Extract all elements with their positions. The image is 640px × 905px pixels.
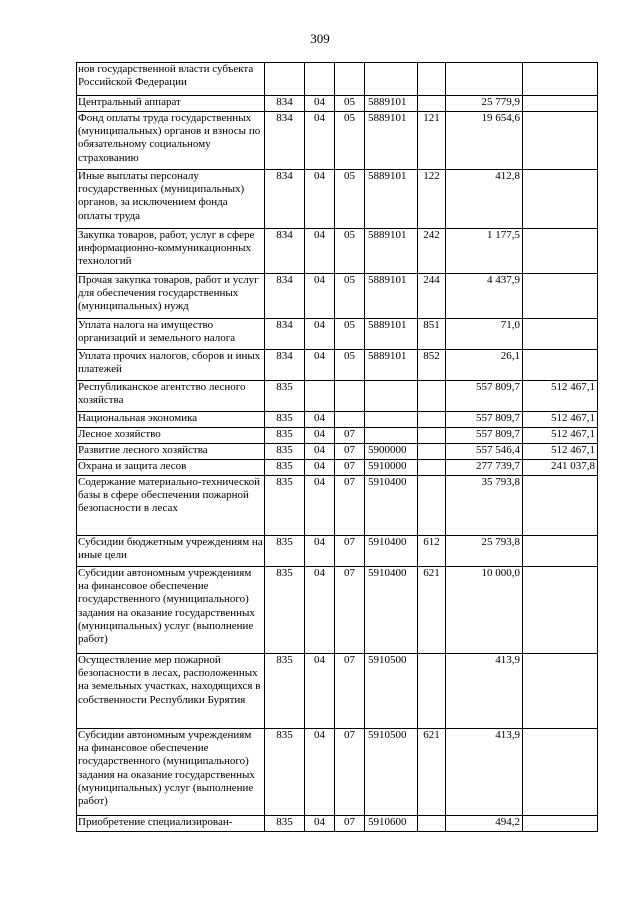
expense-type-code: 852 [418,350,446,381]
section-code: 04 [305,96,335,112]
ved-code: 834 [265,319,305,350]
section-code [305,381,335,412]
target-article-code: 5910000 [365,460,418,476]
ved-code: 834 [265,350,305,381]
amount-1: 413,9 [446,729,523,816]
subsection-code: 05 [335,112,365,170]
target-article-code: 5889101 [365,96,418,112]
amount-1: 71,0 [446,319,523,350]
subsection-code: 05 [335,170,365,229]
amount-1: 26,1 [446,350,523,381]
table-row [77,112,598,170]
section-code: 04 [305,428,335,444]
target-article-code: 5910400 [365,476,418,536]
subsection-code: 07 [335,816,365,832]
table-row [77,229,598,274]
table-row [77,274,598,319]
row-name: Развитие лесного хозяйства [77,444,265,460]
target-article-code: 5910600 [365,816,418,832]
expense-type-code: 621 [418,567,446,654]
amount-2 [523,350,598,381]
target-article-code [365,63,418,96]
expense-type-code [418,63,446,96]
section-code: 04 [305,729,335,816]
section-code: 04 [305,229,335,274]
ved-code: 835 [265,729,305,816]
ved-code: 834 [265,112,305,170]
subsection-code: 05 [335,350,365,381]
amount-1: 19 654,6 [446,112,523,170]
amount-1 [446,63,523,96]
target-article-code: 5889101 [365,350,418,381]
table-row [77,460,598,476]
section-code: 04 [305,170,335,229]
amount-2 [523,63,598,96]
budget-table [76,62,598,832]
amount-2 [523,274,598,319]
ved-code: 835 [265,476,305,536]
amount-1: 413,9 [446,654,523,729]
ved-code: 834 [265,274,305,319]
section-code: 04 [305,567,335,654]
target-article-code: 5910500 [365,654,418,729]
section-code: 04 [305,319,335,350]
table-row [77,319,598,350]
row-name: Субсидии бюджетным учреждениям на иные цели [77,536,265,567]
table-row [77,381,598,412]
table-row [77,444,598,460]
row-name: Центральный аппарат [77,96,265,112]
section-code: 04 [305,476,335,536]
ved-code: 835 [265,412,305,428]
amount-1: 4 437,9 [446,274,523,319]
section-code: 04 [305,412,335,428]
amount-2: 512 467,1 [523,381,598,412]
amount-2: 241 037,8 [523,460,598,476]
row-name: Содержание материально-технической базы в сфере обеспечения пожарной безопасности в лесах [77,476,265,536]
ved-code: 835 [265,567,305,654]
ved-code [265,63,305,96]
expense-type-code: 244 [418,274,446,319]
expense-type-code [418,476,446,536]
subsection-code: 05 [335,96,365,112]
amount-1: 557 546,4 [446,444,523,460]
row-name: Уплата налога на имущество организаций и земельного налога [77,319,265,350]
expense-type-code [418,816,446,832]
amount-2: 512 467,1 [523,444,598,460]
row-name: Национальная экономика [77,412,265,428]
amount-2 [523,654,598,729]
ved-code: 835 [265,816,305,832]
amount-2 [523,319,598,350]
expense-type-code [418,654,446,729]
target-article-code: 5889101 [365,274,418,319]
amount-1: 1 177,5 [446,229,523,274]
row-name: Субсидии автономным учреждениям на финансовое обеспечение государственного (муниципального) задания на оказание государственных (муниципальных) услуг (выполнение работ) [77,567,265,654]
expense-type-code [418,381,446,412]
ved-code: 834 [265,229,305,274]
subsection-code: 07 [335,729,365,816]
ved-code: 834 [265,170,305,229]
target-article-code: 5910400 [365,567,418,654]
subsection-code: 07 [335,654,365,729]
expense-type-code: 621 [418,729,446,816]
table-row [77,476,598,536]
row-name: нов государственной власти субъекта Российской Федерации [77,63,265,96]
target-article-code: 5889101 [365,112,418,170]
target-article-code [365,412,418,428]
row-name: Осуществление мер пожарной безопасности в лесах, расположенных на земельных участках, находящихся в собственности Республики Бурятия [77,654,265,729]
subsection-code: 07 [335,444,365,460]
amount-2 [523,816,598,832]
target-article-code: 5889101 [365,170,418,229]
amount-2 [523,536,598,567]
row-name: Охрана и защита лесов [77,460,265,476]
target-article-code: 5910400 [365,536,418,567]
amount-2 [523,476,598,536]
amount-2 [523,112,598,170]
ved-code: 835 [265,444,305,460]
amount-1: 10 000,0 [446,567,523,654]
subsection-code [335,412,365,428]
section-code: 04 [305,536,335,567]
table-row [77,729,598,816]
amount-1: 557 809,7 [446,381,523,412]
expense-type-code [418,444,446,460]
expense-type-code [418,428,446,444]
table-row [77,170,598,229]
row-name: Прочая закупка товаров, работ и услуг для обеспечения государственных (муниципальных) нужд [77,274,265,319]
subsection-code: 07 [335,476,365,536]
section-code: 04 [305,444,335,460]
ved-code: 835 [265,428,305,444]
subsection-code [335,381,365,412]
amount-2 [523,96,598,112]
target-article-code [365,428,418,444]
amount-2: 512 467,1 [523,428,598,444]
ved-code: 835 [265,536,305,567]
table-row [77,567,598,654]
ved-code: 834 [265,96,305,112]
row-name: Фонд оплаты труда государственных (муниципальных) органов и взносы по обязательному социальному страхованию [77,112,265,170]
amount-2: 512 467,1 [523,412,598,428]
table-row [77,816,598,832]
expense-type-code: 851 [418,319,446,350]
amount-1: 35 793,8 [446,476,523,536]
amount-2 [523,229,598,274]
amount-1: 494,2 [446,816,523,832]
table-row [77,350,598,381]
expense-type-code: 612 [418,536,446,567]
subsection-code: 05 [335,229,365,274]
section-code: 04 [305,112,335,170]
expense-type-code: 121 [418,112,446,170]
section-code: 04 [305,350,335,381]
target-article-code: 5889101 [365,229,418,274]
table-row [77,654,598,729]
table-row [77,536,598,567]
ved-code: 835 [265,460,305,476]
ved-code: 835 [265,381,305,412]
row-name: Приобретение специализирован- [77,816,265,832]
row-name: Лесное хозяйство [77,428,265,444]
amount-2 [523,729,598,816]
target-article-code: 5910500 [365,729,418,816]
target-article-code: 5900000 [365,444,418,460]
section-code: 04 [305,654,335,729]
row-name: Иные выплаты персоналу государственных (муниципальных) органов, за исключением фонда оплаты труда [77,170,265,229]
subsection-code: 05 [335,319,365,350]
table-row [77,63,598,96]
row-name: Закупка товаров, работ, услуг в сфере информационно-коммуникационных технологий [77,229,265,274]
row-name: Уплата прочих налогов, сборов и иных платежей [77,350,265,381]
section-code [305,63,335,96]
row-name: Субсидии автономным учреждениям на финансовое обеспечение государственного (муниципального) задания на оказание государственных (муниципальных) услуг (выполнение работ) [77,729,265,816]
expense-type-code: 242 [418,229,446,274]
table-row [77,428,598,444]
section-code: 04 [305,816,335,832]
expense-type-code [418,96,446,112]
amount-1: 557 809,7 [446,412,523,428]
subsection-code: 07 [335,536,365,567]
row-name: Республиканское агентство лесного хозяйства [77,381,265,412]
table-row [77,96,598,112]
amount-1: 412,8 [446,170,523,229]
amount-1: 277 739,7 [446,460,523,476]
subsection-code: 07 [335,567,365,654]
amount-2 [523,170,598,229]
section-code: 04 [305,274,335,319]
subsection-code: 07 [335,428,365,444]
amount-1: 557 809,7 [446,428,523,444]
amount-2 [523,567,598,654]
section-code: 04 [305,460,335,476]
subsection-code [335,63,365,96]
page-number: 309 [310,31,330,46]
subsection-code: 05 [335,274,365,319]
table-row [77,412,598,428]
ved-code: 835 [265,654,305,729]
amount-1: 25 793,8 [446,536,523,567]
subsection-code: 07 [335,460,365,476]
expense-type-code: 122 [418,170,446,229]
expense-type-code [418,412,446,428]
amount-1: 25 779,9 [446,96,523,112]
expense-type-code [418,460,446,476]
target-article-code [365,381,418,412]
target-article-code: 5889101 [365,319,418,350]
